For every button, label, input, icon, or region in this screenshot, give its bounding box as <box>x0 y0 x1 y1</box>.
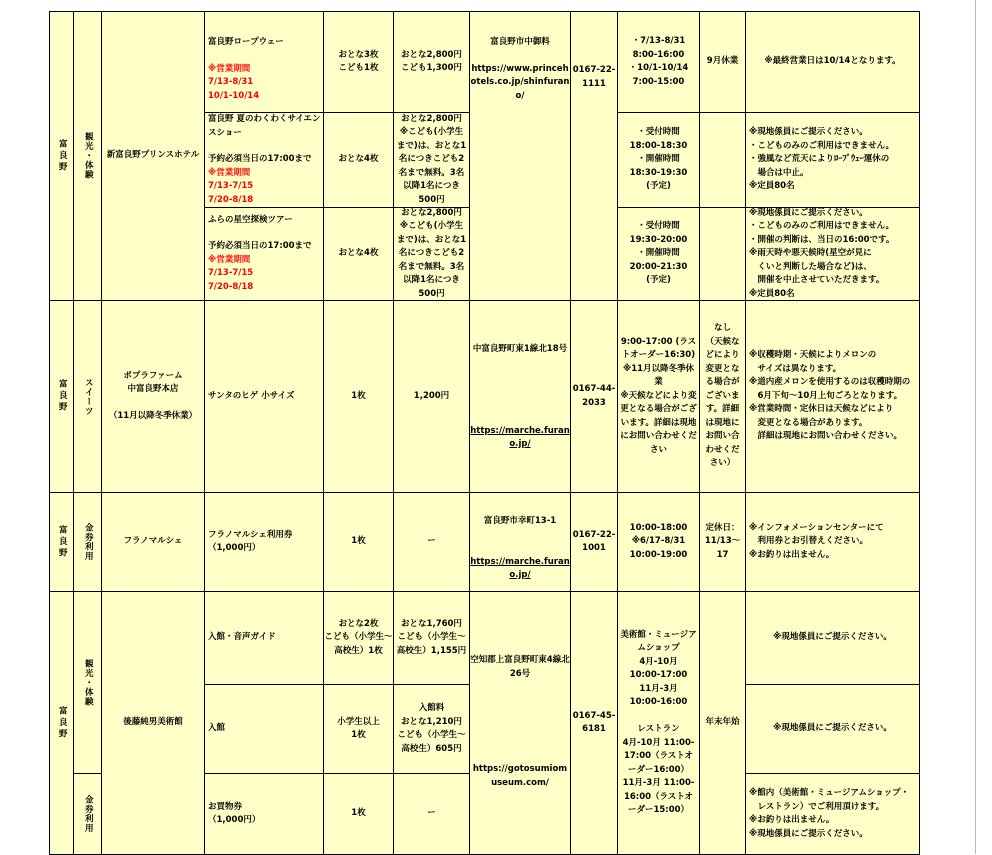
area-label: 富良野 <box>57 138 68 174</box>
notes-cell <box>746 113 920 208</box>
item-name: ふらの星空探検ツアー <box>208 214 293 225</box>
notes-value: ※現地係員にご提示ください。 ・こどものみのご利用はできません。 ・開催の判断は、当日の16:00です。 ※雨天時や悪天候時(星空が見に くいと判断した場合など)は、 開催を中止させていただきます。 ※定員80名 <box>749 208 895 299</box>
price-cell <box>394 301 470 493</box>
hours-value: ・7/13-8/31 8:00-16:00 ・10/1-10/14 7:00-15:00 <box>628 36 689 87</box>
closed-cell <box>700 301 746 493</box>
hours-cell <box>618 493 700 592</box>
hours-cell <box>618 113 700 208</box>
item-cell <box>205 301 324 493</box>
address-cell <box>470 493 571 592</box>
closed-value: なし （天候などにより変更となる場合がございます。詳細は現地にお問い合わせください） <box>705 323 740 469</box>
area-cell <box>50 493 74 592</box>
tickets-value: 1枚 <box>351 536 366 547</box>
area-label: 富良野 <box>57 379 68 414</box>
coupon-table <box>49 11 920 855</box>
phone-cell <box>571 12 618 301</box>
area-label: 富良野 <box>57 705 68 741</box>
notes-value: ※現地係員にご提示ください。 <box>773 632 892 643</box>
category-label: スイーツ <box>83 377 94 416</box>
item-name: 富良野ロープウェー <box>208 37 284 47</box>
tickets-value: 1枚 <box>351 390 366 401</box>
category-cell <box>74 774 102 855</box>
closed-cell <box>700 208 746 301</box>
category-cell <box>74 301 102 493</box>
period-label: ※営業期間 <box>208 254 251 265</box>
item-cell <box>205 113 324 208</box>
item-cell <box>205 592 324 685</box>
hours-value: 美術館・ミュージアムショップ 4月-10月 10:00-17:00 11月-3月 10:00-16:00 レストラン 4月-10月 11:00-17:00（ラストオーダー16:00） 11月-3月 11:00-16:00（ラストオーダー15:00） <box>620 629 697 815</box>
tickets-cell <box>324 493 394 592</box>
facility-cell <box>102 301 205 493</box>
item-cell <box>205 493 324 592</box>
price-cell <box>394 493 470 592</box>
tickets-value: おとな4枚 <box>338 248 379 259</box>
item-cell <box>205 685 324 774</box>
item-name: フラノマルシェ利用券 （1,000円） <box>208 529 293 553</box>
facility-url[interactable]: https://marche.furano.jp/ <box>470 425 570 449</box>
item-name: 入館・音声ガイド <box>208 632 276 643</box>
price-value: 1,200円 <box>413 390 450 401</box>
price-value: おとな2,800円 ※こども(小学生まで)は、おとな1名につきこども2名まで無料。3名以降1名につき500円 <box>396 208 467 299</box>
notes-cell <box>746 12 920 113</box>
category-cell <box>74 592 102 774</box>
tickets-value: おとな3枚 こども1枚 <box>338 49 379 73</box>
price-cell <box>394 774 470 855</box>
tickets-cell <box>324 592 394 685</box>
period-dates: 7/13-8/31 10/1-10/14 <box>208 77 260 101</box>
phone-cell <box>571 301 618 493</box>
notes-value: ※最終営業日は10/14となります。 <box>764 56 901 67</box>
price-value: おとな2,800円 こども1,300円 <box>401 49 462 73</box>
hours-value: 10:00-18:00 ※6/17-8/31 10:00-19:00 <box>629 522 688 560</box>
phone-number: 0167-22-1001 <box>572 529 616 553</box>
tickets-cell <box>324 12 394 113</box>
area-cell <box>50 592 74 855</box>
notes-value: ※現地係員にご提示ください。 <box>773 723 892 734</box>
facility-url[interactable]: https://gotosumiomuseum.com/ <box>472 764 568 788</box>
hours-cell <box>618 208 700 301</box>
item-cell <box>205 208 324 301</box>
viewer-scrollbar-edge <box>975 0 976 854</box>
area-cell <box>50 301 74 493</box>
category-label: 金券利用 <box>83 523 94 561</box>
tickets-cell <box>324 113 394 208</box>
hours-cell <box>618 301 700 493</box>
reservation-note: 予約必須当日の17:00まで <box>208 241 312 252</box>
price-value: 入館料 おとな1,210円 こども（小学生～高校生）605円 <box>397 703 466 754</box>
hours-value: 9:00-17:00 (ラストオーダー16:30) ※11月以降冬季休業 ※天候などにより変更となる場合がございます。詳細は現地にお問い合わせください <box>620 336 697 455</box>
address-cell <box>470 301 571 493</box>
category-label: 観光・体験 <box>83 132 94 180</box>
closed-cell <box>700 493 746 592</box>
address-cell <box>470 12 571 301</box>
period-label: ※営業期間 <box>208 63 251 74</box>
facility-url[interactable]: https://marche.furano.jp/ <box>470 556 570 580</box>
notes-value: ※収穫時期・天候によりメロンの サイズは異なります。 ※道内産メロンを使用するのは収穫時期の 6月下旬～10月上旬ごろとなります。 ※営業時間・定休日は天候などにより 変更となる場合があります。 詳細は現地にお問い合わせください。 <box>749 350 911 442</box>
notes-value: ※現地係員にご提示ください。 ・こどものみのご利用はできません。 ・強風など荒天によりﾛｰﾌﾟｳｪｰ運休の 場合は中止。 ※定員80名 <box>749 127 895 192</box>
price-cell <box>394 685 470 774</box>
tickets-cell <box>324 685 394 774</box>
facility-cell <box>102 592 205 855</box>
notes-cell <box>746 685 920 774</box>
phone-number: 0167-44-2033 <box>572 384 616 408</box>
address-text: 中富良野町東1線北18号 <box>472 344 568 354</box>
price-value: ー <box>427 536 436 547</box>
category-cell <box>74 12 102 301</box>
closed-value: 定休日： 11/13～ 17 <box>704 522 741 560</box>
item-name: 富良野 夏のわくわくサイエンスショー <box>208 114 321 138</box>
tickets-value: おとな4枚 <box>338 154 379 165</box>
price-cell <box>394 208 470 301</box>
hours-cell <box>618 12 700 113</box>
notes-cell <box>746 592 920 685</box>
item-cell <box>205 774 324 855</box>
period-label: ※営業期間 <box>208 167 251 178</box>
category-label: 観光・体験 <box>83 658 94 707</box>
hours-value: ・受付時間 19:30-20:00 ・開催時間 20:00-21:30 (予定) <box>629 221 688 286</box>
address-text: 富良野市中御料 <box>490 37 550 47</box>
item-cell <box>205 12 324 113</box>
closed-cell <box>700 12 746 113</box>
category-label: 金券利用 <box>83 795 94 833</box>
hours-value: ・受付時間 18:00-18:30 ・開催時間 18:30-19:30 (予定) <box>629 127 688 192</box>
facility-name: ポプラファーム 中富良野本店 （11月以降冬季休業） <box>108 370 198 421</box>
category-cell <box>74 493 102 592</box>
period-dates: 7/13-7/15 7/20-8/18 <box>208 268 254 292</box>
item-name: 入館 <box>208 723 226 734</box>
area-cell <box>50 12 74 301</box>
closed-value: 年末年始 <box>705 717 740 728</box>
notes-value: ※館内（美術館・ミュージアムショップ・ レストラン）でご利用頂けます。 ※お釣りは出ません。 ※現地係員にご提示ください。 <box>749 788 910 839</box>
price-cell <box>394 592 470 685</box>
facility-cell <box>102 493 205 592</box>
address-text: 空知郡上富良野町東4線北26号 <box>470 655 570 679</box>
closed-cell <box>700 113 746 208</box>
facility-name: 新富良野プリンスホテル <box>106 150 200 161</box>
address-text: 富良野市幸町13-1 <box>483 516 557 526</box>
tickets-value: 1枚 <box>351 808 366 819</box>
phone-number: 0167-45-6181 <box>572 710 616 734</box>
notes-cell <box>746 774 920 855</box>
facility-name: 後藤純男美術館 <box>123 717 183 728</box>
price-cell <box>394 12 470 113</box>
price-value: ー <box>427 808 436 819</box>
notes-cell <box>746 493 920 592</box>
address-cell <box>470 592 571 855</box>
price-value: おとな2,800円 ※こども(小学生まで)は、おとな1名につきこども2名まで無料。3名以降1名につき500円 <box>396 113 467 205</box>
reservation-note: 予約必須当日の17:00まで <box>208 154 312 164</box>
notes-value: ※インフォメーションセンターにて 利用券とお引替えください。 ※お釣りは出ません。 <box>749 522 884 560</box>
facility-name: フラノマルシェ <box>123 536 183 547</box>
notes-cell <box>746 208 920 301</box>
price-value: おとな1,760円 こども（小学生～高校生）1,155円 <box>396 618 467 656</box>
phone-cell <box>571 592 618 855</box>
phone-number: 0167-22-1111 <box>572 65 616 89</box>
tickets-cell <box>324 774 394 855</box>
facility-url[interactable]: https://www.princehotels.co.jp/shinfurano/ <box>470 63 570 101</box>
phone-cell <box>571 493 618 592</box>
period-dates: 7/13-7/15 7/20-8/18 <box>208 181 254 205</box>
tickets-value: 小学生以上 1枚 <box>337 716 380 740</box>
facility-cell <box>102 12 205 301</box>
tickets-value: おとな2枚 こども（小学生～高校生）1枚 <box>324 618 393 656</box>
tickets-cell <box>324 301 394 493</box>
closed-value: 9月休業 <box>706 56 739 67</box>
item-name: お買物券 （1,000円） <box>208 801 261 825</box>
closed-cell <box>700 592 746 855</box>
price-cell <box>394 113 470 208</box>
hours-cell <box>618 592 700 855</box>
tickets-cell <box>324 208 394 301</box>
notes-cell <box>746 301 920 493</box>
area-label: 富良野 <box>57 524 68 560</box>
item-name: サンタのヒゲ 小サイズ <box>208 390 295 401</box>
